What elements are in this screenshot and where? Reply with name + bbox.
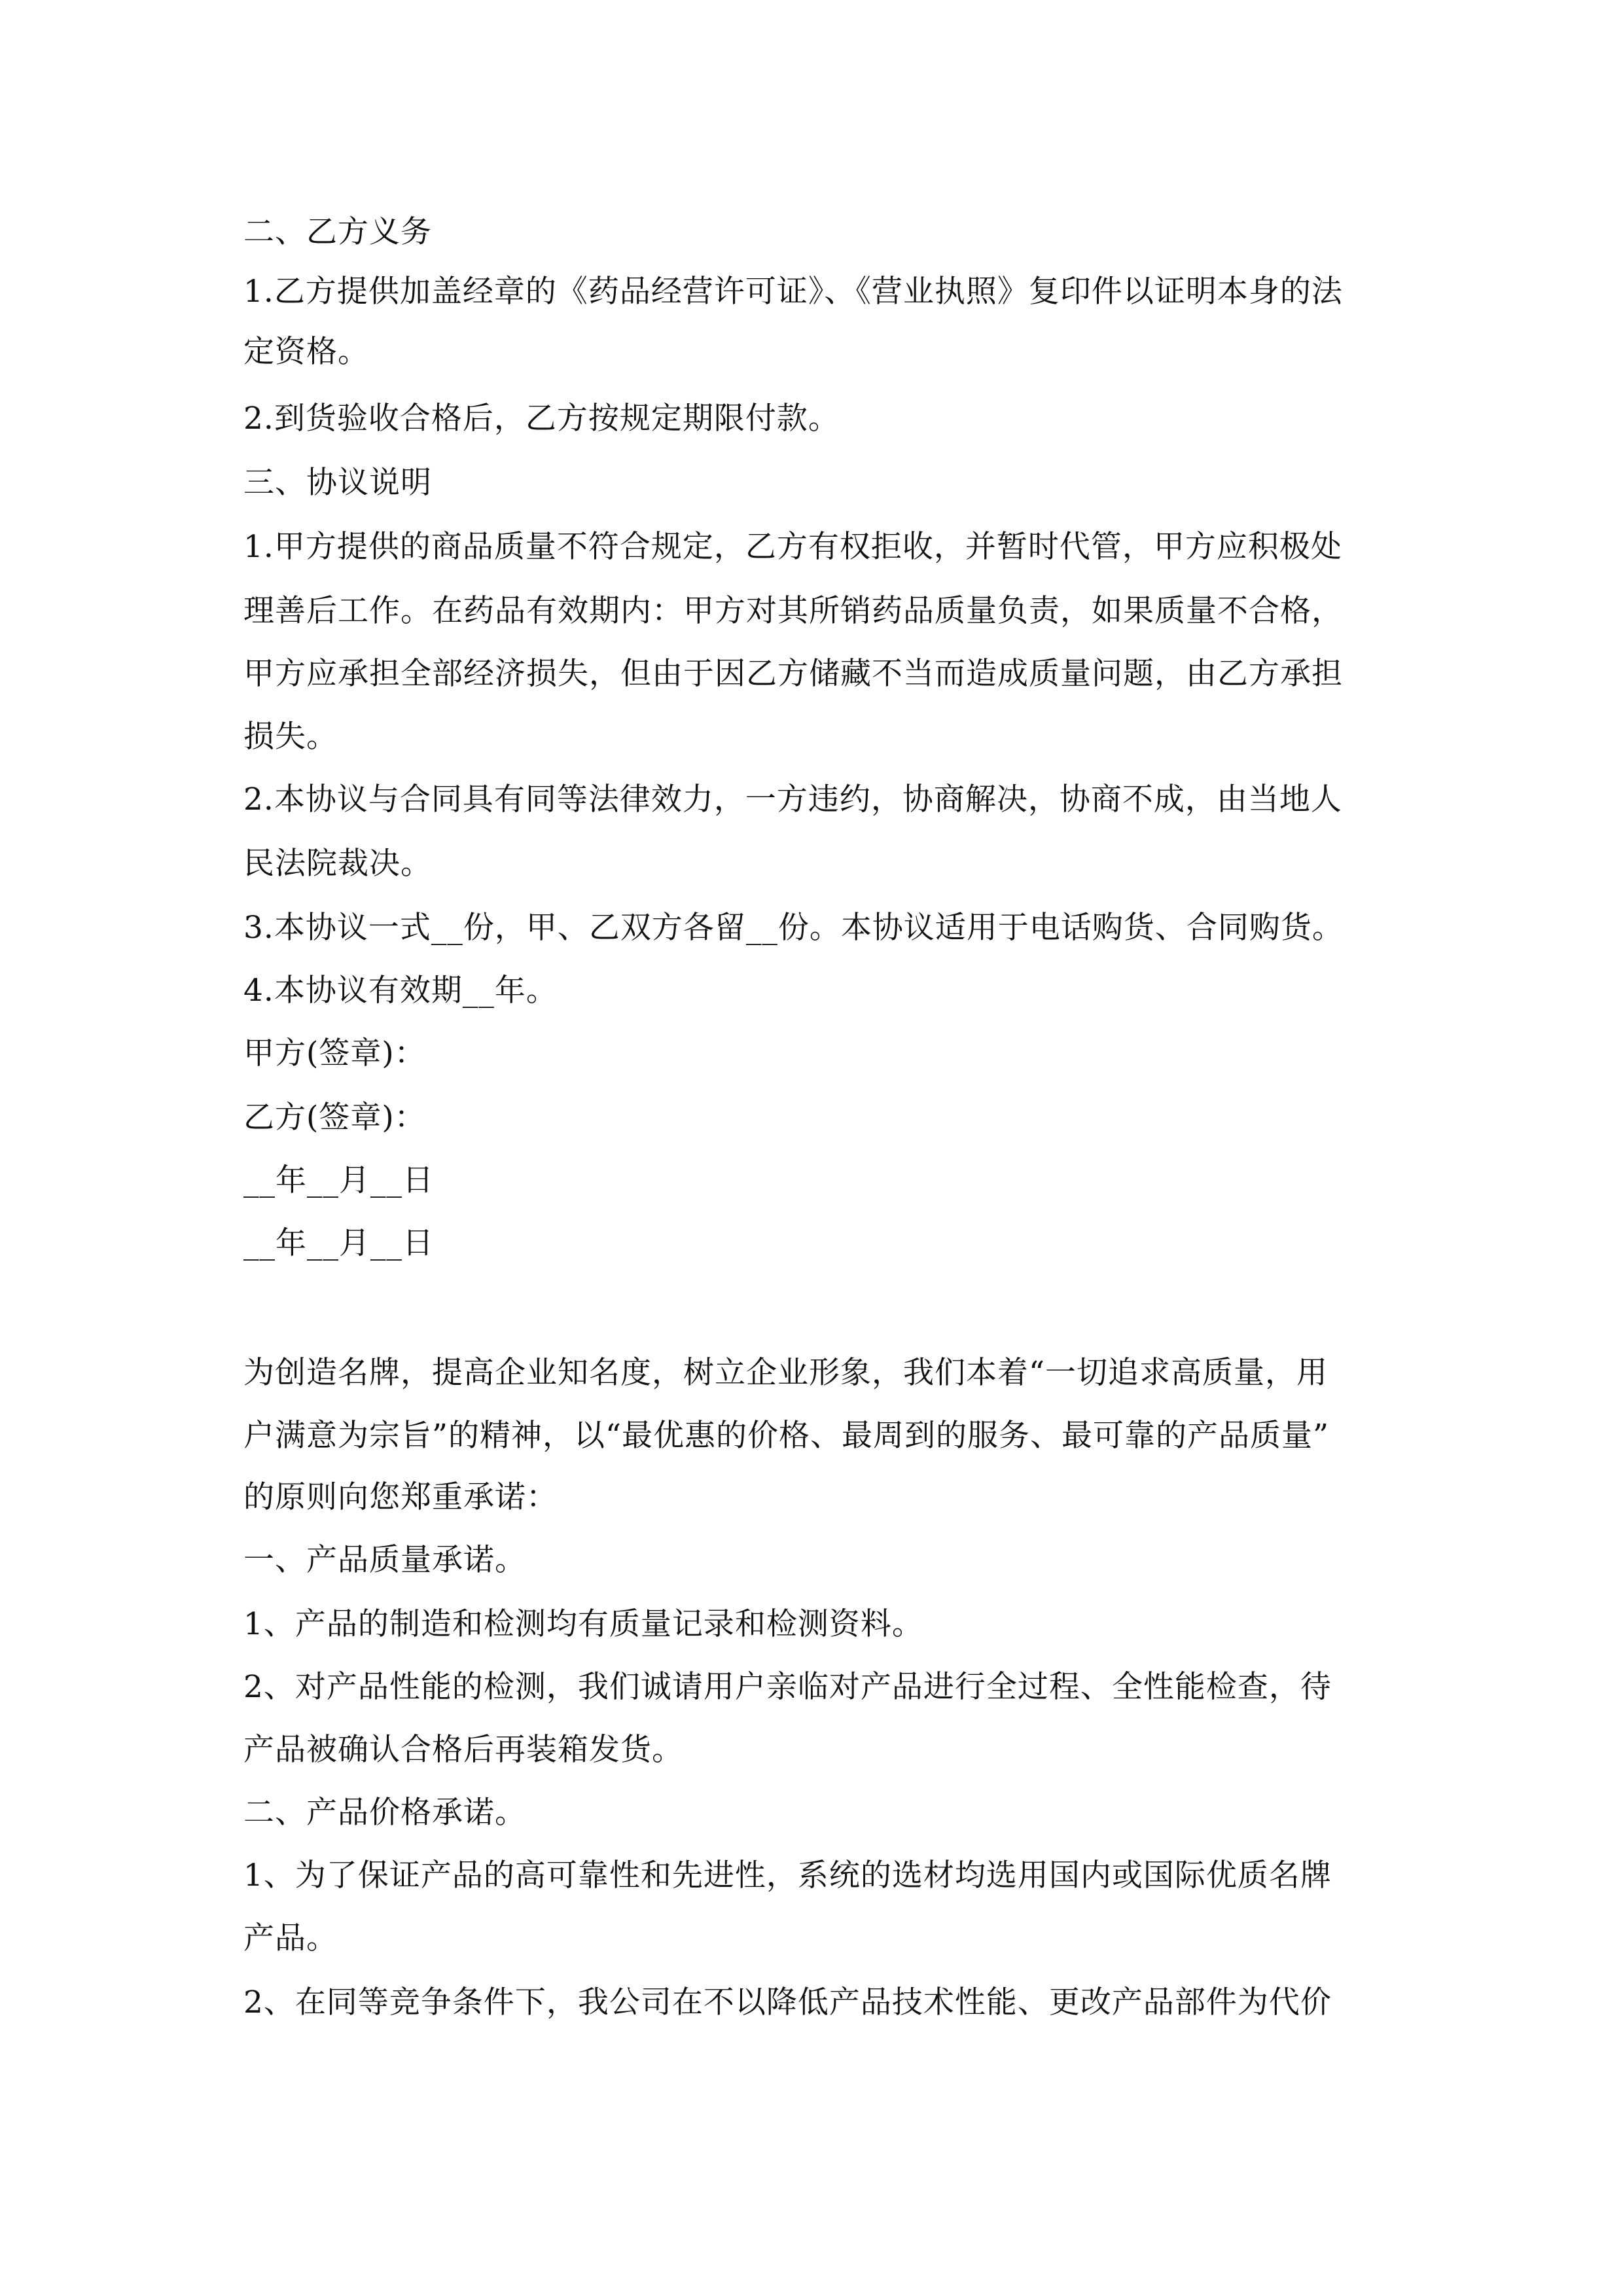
paragraph-line: 民法院裁决。 — [243, 846, 432, 882]
paragraph-line: 理善后工作。在药品有效期内：甲方对其所销药品质量负责，如果质量不合格， — [243, 593, 1343, 629]
heading-quality-commitment: 一、产品质量承诺。 — [243, 1542, 526, 1578]
paragraph-line: 2、对产品性能的检测，我们诚请用户亲临对产品进行全过程、全性能检查，待 — [243, 1669, 1332, 1705]
heading-party-b-obligations: 二、乙方义务 — [243, 214, 432, 250]
paragraph-line: 定资格。 — [243, 334, 369, 370]
paragraph-line: 2.本协议与合同具有同等法律效力，一方违约，协商解决，协商不成，由当地人 — [243, 781, 1342, 817]
date-line: __年__月__日 — [243, 1225, 434, 1261]
paragraph-line: 户满意为宗旨”的精神，以“最优惠的价格、最周到的服务、最可靠的产品质量” — [243, 1418, 1330, 1454]
paragraph-line: 1、为了保证产品的高可靠性和先进性，系统的选材均选用国内或国际优质名牌 — [243, 1857, 1332, 1893]
paragraph-line: 2.到货验收合格后，乙方按规定期限付款。 — [243, 401, 840, 437]
paragraph-line: 产品被确认合格后再装箱发货。 — [243, 1732, 683, 1768]
paragraph-line: 为创造名牌，提高企业知名度，树立企业形象，我们本着“一切追求高质量，用 — [243, 1355, 1329, 1391]
paragraph-line: 1.甲方提供的商品质量不符合规定，乙方有权拒收，并暂时代管，甲方应积极处 — [243, 529, 1342, 565]
heading-agreement-notes: 三、协议说明 — [243, 465, 432, 501]
paragraph-line: 4.本协议有效期__年。 — [243, 973, 558, 1009]
paragraph-line: 3.本协议一式__份，甲、乙双方各留__份。本协议适用于电话购货、合同购货。 — [243, 910, 1344, 946]
paragraph-line: 1.乙方提供加盖经章的《药品经营许可证》、《营业执照》复印件以证明本身的法 — [243, 274, 1343, 310]
paragraph-line: 损失。 — [243, 719, 338, 755]
date-line: __年__月__日 — [243, 1162, 434, 1198]
paragraph-line: 的原则向您郑重承诺： — [243, 1479, 558, 1515]
signature-party-a: 甲方(签章)： — [243, 1035, 426, 1071]
paragraph-line: 产品。 — [243, 1920, 338, 1956]
heading-price-commitment: 二、产品价格承诺。 — [243, 1795, 526, 1831]
paragraph-line: 2、在同等竞争条件下，我公司在不以降低产品技术性能、更改产品部件为代价 — [243, 1984, 1332, 2020]
paragraph-line: 甲方应承担全部经济损失，但由于因乙方储藏不当而造成质量问题，由乙方承担 — [243, 656, 1343, 692]
signature-party-b: 乙方(签章)： — [243, 1100, 426, 1136]
paragraph-line: 1、产品的制造和检测均有质量记录和检测资料。 — [243, 1606, 923, 1642]
